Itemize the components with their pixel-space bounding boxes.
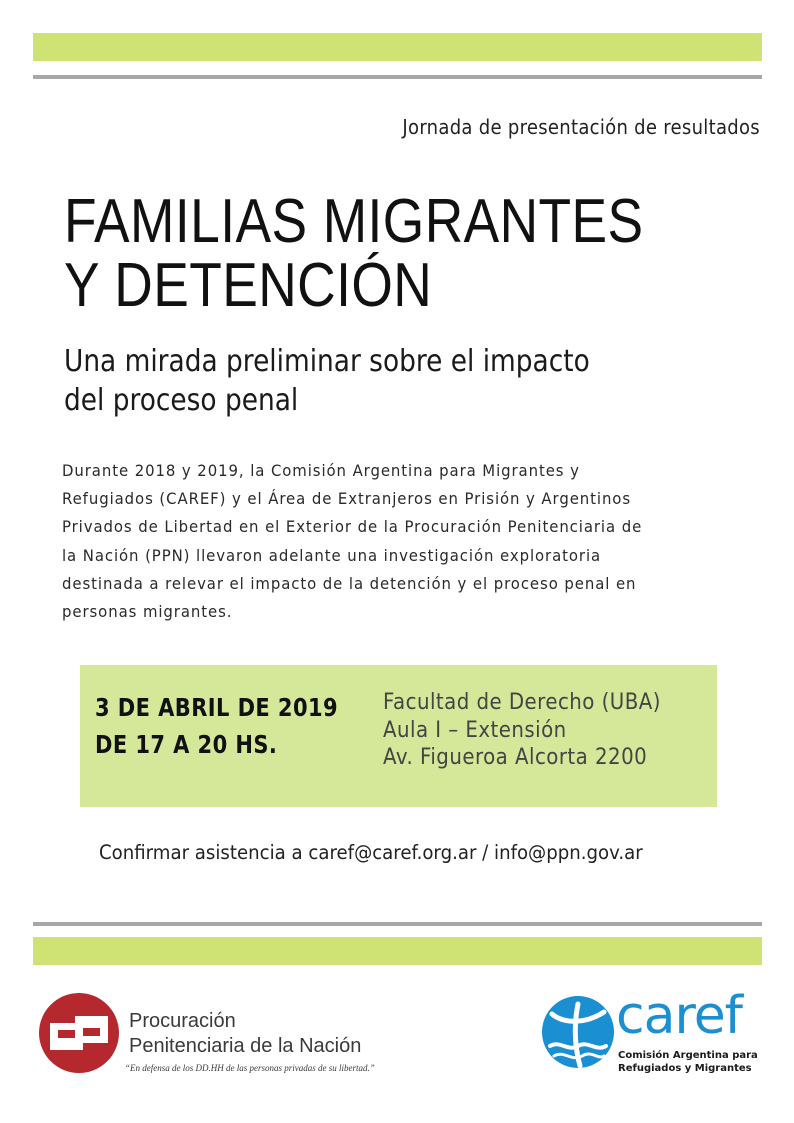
- paragraph-line: la Nación (PPN) llevaron adelante una investigación exploratoria: [62, 545, 602, 565]
- bottom-green-bar: [33, 937, 762, 965]
- rsvp-contact: Confirmar asistencia a caref@caref.org.ar / info@ppn.gov.ar: [99, 841, 643, 864]
- ppn-name-line: Procuración: [129, 1010, 236, 1032]
- caref-sub-line: Refugiados y Migrantes: [618, 1063, 752, 1074]
- event-date: 3 DE ABRIL DE 2019: [95, 693, 339, 722]
- subtitle: [64, 342, 680, 420]
- event-venue: [383, 689, 661, 772]
- top-gray-rule: [33, 75, 762, 79]
- caref-subtitle: [618, 1049, 758, 1075]
- venue-line: Facultad de Derecho (UBA): [383, 690, 661, 715]
- ppn-logo: [38, 990, 388, 1080]
- paragraph-line: Durante 2018 y 2019, la Comisión Argentina para Migrantes y: [62, 461, 580, 480]
- event-date-time: [95, 689, 338, 763]
- caref-wordmark: caref: [616, 986, 742, 1046]
- paragraph-line: Privados de Libertad en el Exterior de la Procuración Penitenciaria de: [62, 517, 643, 537]
- venue-line: Aula I – Extensión: [383, 717, 567, 743]
- top-green-bar: [33, 33, 762, 61]
- bottom-gray-rule: [33, 922, 762, 926]
- venue-line: Av. Figueroa Alcorta 2200: [383, 745, 648, 770]
- caref-logo: [538, 986, 758, 1087]
- subtitle-line: Una mirada preliminar sobre el impacto: [64, 344, 590, 379]
- paragraph-line: personas migrantes.: [62, 602, 233, 622]
- title-line: Y DETENCIÓN: [64, 251, 433, 320]
- caref-sub-line: Comisión Argentina para: [618, 1050, 758, 1061]
- ppn-emblem-icon: [38, 992, 120, 1074]
- event-type: Jornada de presentación de resultados: [402, 115, 760, 139]
- event-details-box: [80, 665, 717, 807]
- page-title: [64, 187, 666, 320]
- paragraph-line: destinada a relevar el impacto de la detención y el proceso penal en: [62, 573, 637, 593]
- subtitle-line: del proceso penal: [64, 383, 299, 418]
- event-time: DE 17 A 20 HS.: [95, 730, 278, 759]
- ppn-name-line: Penitenciaria de la Nación: [129, 1035, 362, 1057]
- description-paragraph: [62, 457, 742, 626]
- title-line: FAMILIAS MIGRANTES: [64, 187, 644, 256]
- caref-emblem-icon: [538, 994, 618, 1074]
- paragraph-line: Refugiados (CAREF) y el Área de Extranjeros en Prisión y Argentinos: [62, 489, 632, 509]
- ppn-motto: “En defensa de los DD.HH de las personas privadas de su libertad.”: [125, 1063, 375, 1073]
